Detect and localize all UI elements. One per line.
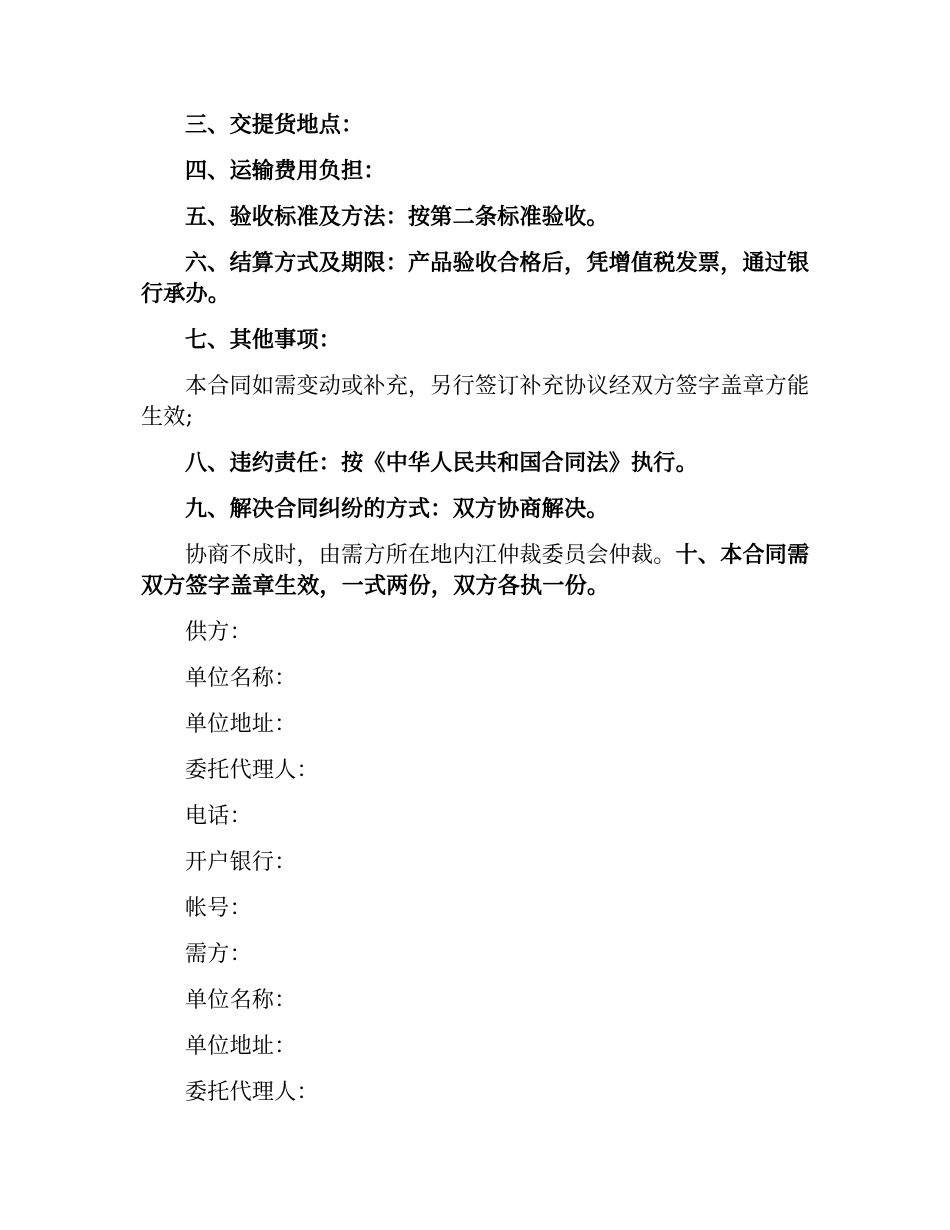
clause-other-matters: 七、其他事项： bbox=[185, 327, 342, 353]
clause-settlement: 六、结算方式及期限：产品验收合格后，凭增值税发票，通过银行承办。 bbox=[141, 250, 810, 307]
buyer-unit-name: 单位名称： bbox=[185, 988, 297, 1013]
buyer-agent: 委托代理人： bbox=[185, 1080, 319, 1105]
buyer-unit-address: 单位地址： bbox=[185, 1034, 297, 1059]
clause-delivery-location: 三、交提货地点： bbox=[185, 112, 364, 138]
supplier-account: 帐号： bbox=[185, 896, 252, 921]
paragraph-amendment: 本合同如需变动或补充，另行签订补充协议经双方签字盖章方能生效; bbox=[141, 374, 810, 430]
clause-breach-liability: 八、违约责任：按《中华人民共和国合同法》执行。 bbox=[185, 450, 698, 476]
buyer-heading: 需方： bbox=[185, 942, 252, 967]
clause-effectiveness: 十、本合同需双方签字盖章生效，一式两份，双方各执一份。 bbox=[141, 542, 810, 599]
clause-dispute-resolution: 九、解决合同纠纷的方式：双方协商解决。 bbox=[185, 496, 609, 522]
arbitration-text: 协商不成时，由需方所在地内江仲裁委员会仲裁。 bbox=[185, 543, 676, 568]
supplier-agent: 委托代理人： bbox=[185, 758, 319, 783]
supplier-unit-address: 单位地址： bbox=[185, 712, 297, 737]
document-body bbox=[141, 110, 811, 1123]
supplier-unit-name: 单位名称： bbox=[185, 666, 297, 691]
paragraph-arbitration bbox=[141, 540, 811, 602]
clause-acceptance-standard: 五、验收标准及方法：按第二条标准验收。 bbox=[185, 204, 609, 230]
supplier-phone: 电话： bbox=[185, 804, 252, 829]
clause-transport-cost: 四、运输费用负担： bbox=[185, 158, 386, 184]
supplier-bank: 开户银行： bbox=[185, 850, 297, 875]
supplier-heading: 供方： bbox=[185, 620, 252, 645]
